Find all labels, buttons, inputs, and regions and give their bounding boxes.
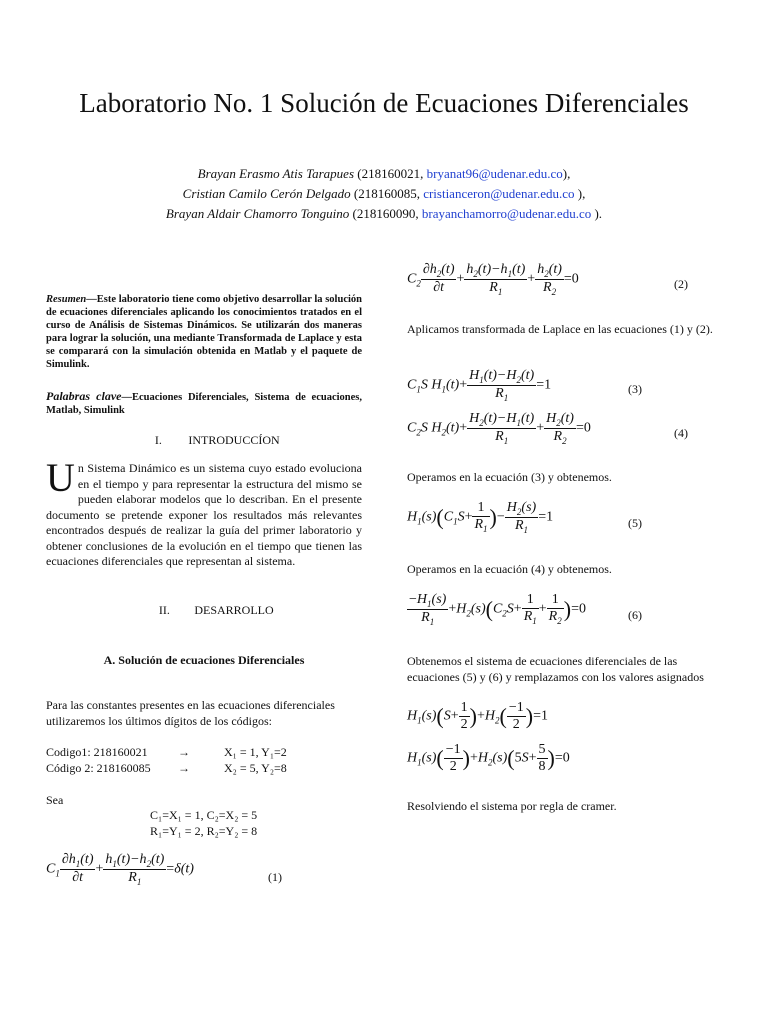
cramer-text: Resolviendo el sistema por regla de cramer.: [407, 799, 617, 813]
paper-title: Laboratorio No. 1 Solución de Ecuaciones Diferenciales: [79, 88, 689, 118]
system-equation-2: $H_1(s)$( $\frac{-1}{2}$ )$+H_2(s)(5S+$ $\frac{5}{8}$ )=0: [407, 742, 570, 774]
author-list: [0, 164, 768, 224]
keywords: Palabras clave—Ecuaciones Diferenciales, Sistema de ecuaciones, Matlab, Simulink: [46, 389, 362, 416]
operate-3-text: Operamos en la ecuación (3) y obtenemos.: [407, 470, 612, 484]
assignment-c: C₁=X₁ = 1, C₂=X₂ = 5: [150, 808, 258, 822]
subsection-a-heading: A. Solución de ecuaciones Diferenciales: [103, 653, 305, 667]
author-line-2: Cristian Camilo Cerón Delgado (218160085, cristianceron@udenar.edu.co ),: [182, 186, 586, 201]
equation-number-6: (6): [628, 608, 642, 622]
sea-label: Sea: [46, 793, 64, 807]
assignment-r: R₁=Y₁ = 2, R₂=Y₂ = 8: [150, 824, 258, 838]
author-email-2[interactable]: cristianceron@udenar.edu.co: [423, 186, 575, 201]
operate-4-text: Operamos en la ecuación (4) y obtenemos.: [407, 562, 612, 576]
code-2-line: Código 2: 218160085 → X₂ = 5, Y₂=8: [46, 761, 287, 775]
equation-number-3: (3): [628, 382, 642, 396]
equation-2: $C_2$ $\frac{\partial h_2(t)}{\partial t}$ + $\frac{h_2(t)-h_1(t)}{R_1}$ + $\frac{h_2(t)}{R_2}$ =0: [407, 262, 579, 297]
section-desarrollo-heading: II. DESARROLLO: [158, 603, 274, 617]
equation-number-1: (1): [268, 870, 282, 884]
equation-3: $C_1S$ $H_1(t)+$ $\frac{H_1(t)-H_2(t)}{R_1}$ =1: [407, 368, 552, 403]
code-1-line: Codigo1: 218160021 → X₁ = 1, Y₁=2: [46, 745, 287, 759]
author-line-3: Brayan Aldair Chamorro Tonguino (218160090, brayanchamorro@udenar.edu.co ).: [165, 206, 603, 221]
author-email-3[interactable]: brayanchamorro@udenar.edu.co: [421, 206, 592, 221]
equation-number-5: (5): [628, 516, 642, 530]
abstract: Resumen—Este laboratorio tiene como objetivo desarrollar la solución de ecuaciones diferenciales aplicando los conocimientos tratados en el curso de Análisis de Sistemas Dinámicos. Se utilizarán dos maneras para lograr la solución, una mediante Transformada de Laplace y esta se comparará con la simulación obtenida en Matlab y el paquete de Simulink.: [46, 294, 362, 370]
constants-intro: Para las constantes presentes en las ecuaciones diferenciales utilizaremos los últimos dígitos de los códigos:: [46, 698, 335, 728]
system-equation-1: $H_1(s)(S+$ $\frac{1}{2}$ )$+H_2$( $\frac{-1}{2}$ )=1: [407, 700, 548, 732]
author-line-1: Brayan Erasmo Atis Tarapues (218160021, bryanat96@udenar.edu.co),: [197, 166, 571, 181]
section-introduccion-heading: I. INTRODUCCÍON: [154, 433, 280, 447]
equation-number-4: (4): [674, 426, 688, 440]
system-text: Obtenemos el sistema de ecuaciones diferenciales de las ecuaciones (5) y (6) y remplazamos con los valores asignados: [407, 654, 704, 684]
author-email-1[interactable]: bryanat96@udenar.edu.co: [426, 166, 563, 181]
laplace-text: Aplicamos transformada de Laplace en las ecuaciones (1) y (2).: [407, 322, 713, 336]
drop-cap: U: [46, 455, 75, 500]
equation-6: $\frac{-H_1(s)}{R_1}$ $+H_2(s)(C_2S+$ $\frac{1}{R_1}$ + $\frac{1}{R_2}$ )=0: [409, 592, 586, 627]
intro-paragraph: Un Sistema Dinámico es un sistema cuyo estado evoluciona en el tiempo y para representar la estructura del mismo se pueden elaborar modelos que lo describan. En el presente documento se pretende exponer los resultados más relevantes encontrados después de realizar la guía del primer laboratorio y obtener conclusiones de la evolución en el tiempo que tienen las ecuaciones diferenciales que representan al sistema.: [46, 455, 362, 568]
equation-number-2: (2): [674, 277, 688, 291]
equation-5: $H_1(s)(C_1S+$ $\frac{1}{R_1}$ )− $\frac{H_2(s)}{R_1}$ =1: [407, 500, 554, 535]
equation-1: $C_1$ $\frac{\partial h_1(t)}{\partial t}$ + $\frac{h_1(t)-h_2(t)}{R_1}$ =δ(t): [46, 852, 194, 887]
equation-4: $C_2S$ $H_2(t)+$ $\frac{H_2(t)-H_1(t)}{R_1}$ + $\frac{H_2(t)}{R_2}$ =0: [407, 411, 591, 446]
